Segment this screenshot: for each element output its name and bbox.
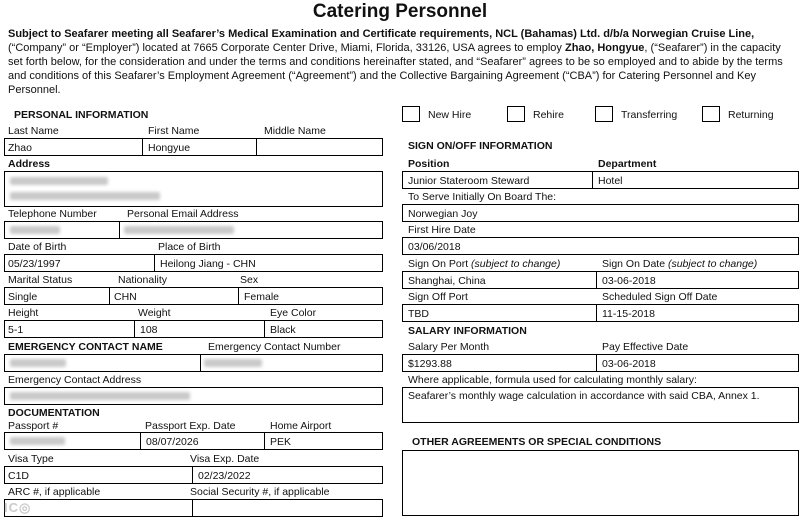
sign-off-port-value: TBD	[408, 308, 429, 320]
sign-off-port-label: Sign Off Port	[408, 291, 468, 303]
passport-label: Passport #	[8, 420, 59, 432]
first-name-label: First Name	[148, 125, 200, 137]
height-value: 5-1	[8, 324, 24, 336]
redacted-emergency-address	[10, 392, 190, 400]
last-name-value: Zhao	[8, 142, 32, 154]
pay-effective-date-label: Pay Effective Date	[602, 341, 689, 353]
first-hire-date-value: 03/06/2018	[408, 241, 461, 253]
telephone-label: Telephone Number	[8, 208, 97, 220]
sign-on-off-header: SIGN ON/OFF INFORMATION	[408, 140, 553, 152]
address-label: Address	[8, 158, 51, 170]
dob-label: Date of Birth	[8, 241, 67, 253]
department-value: Hotel	[598, 175, 623, 187]
new-hire-label: New Hire	[428, 109, 472, 121]
salary-per-month-value: $1293.88	[408, 358, 452, 370]
home-airport-label: Home Airport	[270, 420, 332, 432]
sign-on-date-value: 03-06-2018	[602, 275, 656, 287]
new-hire-checkbox[interactable]	[402, 106, 420, 122]
rehire-label: Rehire	[533, 109, 564, 121]
sex-value: Female	[244, 291, 280, 303]
other-agreements-field[interactable]	[402, 450, 799, 516]
redacted-telephone	[10, 226, 60, 234]
sex-label: Sex	[240, 274, 259, 286]
position-label: Position	[408, 158, 450, 170]
arc-label: ARC #, if applicable	[8, 486, 101, 498]
visa-type-label: Visa Type	[8, 453, 54, 465]
redacted-address-line-1	[10, 177, 108, 185]
sign-on-date-label: Sign On Date (subject to change)	[602, 258, 758, 270]
watermark-logo-icon: IC◎	[4, 500, 32, 515]
pob-label: Place of Birth	[158, 241, 221, 253]
department-field[interactable]	[592, 171, 799, 189]
transferring-label: Transferring	[621, 109, 678, 121]
home-airport-value: PEK	[270, 436, 292, 448]
middle-name-label: Middle Name	[264, 125, 326, 137]
salary-formula-value: Seafarer’s monthly wage calculation in accordance with said CBA, Annex 1.	[408, 390, 760, 402]
ship-value: Norwegian Joy	[408, 208, 478, 220]
first-hire-date-label: First Hire Date	[408, 224, 476, 236]
other-agreements-header: OTHER AGREEMENTS OR SPECIAL CONDITIONS	[412, 436, 662, 448]
ssn-field[interactable]	[192, 499, 383, 517]
last-name-label: Last Name	[8, 125, 59, 137]
documentation-header: DOCUMENTATION	[8, 407, 100, 419]
eye-color-label: Eye Color	[270, 307, 317, 319]
passport-exp-value: 08/07/2026	[146, 436, 199, 448]
intro-paragraph: Subject to Seafarer meeting all Seafarer’s Medical Examination and Certificate requirements, NCL (Bahamas) Ltd. d/b/a Norwegian Cruise Line, (“Company” or “Employer”) located at 7665 Corporate Center Drive, Miami, Florida, 33126, USA agrees to employ Zhao, Hongyue, (“Seafarer”) in the capacity set forth below, for the consideration and under the terms and conditions hereinafter stated, and “Seafarer” agrees to be so employed and to abide by the terms and conditions of this Seafarer’s Employment Agreement (“Agreement”) and the Collective Bargaining Agreement (“CBA”) for Catering Personnel and Key Personnel.	[8, 28, 783, 96]
emergency-name-label: EMERGENCY CONTACT NAME	[8, 341, 163, 353]
salary-formula-label: Where applicable, formula used for calculating monthly salary:	[408, 374, 697, 386]
weight-label: Weight	[138, 307, 171, 319]
marital-label: Marital Status	[8, 274, 73, 286]
emergency-number-label: Emergency Contact Number	[208, 341, 341, 353]
transferring-checkbox[interactable]	[595, 106, 613, 122]
visa-exp-value: 02/23/2022	[198, 470, 251, 482]
sign-on-port-label: Sign On Port (subject to change)	[408, 258, 561, 270]
salary-per-month-label: Salary Per Month	[408, 341, 490, 353]
arc-field[interactable]	[4, 499, 193, 517]
serve-on-board-label: To Serve Initially On Board The:	[408, 191, 557, 203]
position-value: Junior Stateroom Steward	[408, 175, 530, 187]
sign-off-date-label: Scheduled Sign Off Date	[602, 291, 718, 303]
first-name-value: Hongyue	[148, 142, 191, 154]
middle-name-field[interactable]	[256, 138, 383, 156]
first-hire-date-field[interactable]	[402, 237, 799, 255]
department-label: Department	[598, 158, 657, 170]
nationality-value: CHN	[114, 291, 137, 303]
redacted-emergency-number	[204, 359, 262, 367]
pay-effective-date-value: 03-06-2018	[602, 358, 656, 370]
visa-type-value: C1D	[8, 470, 30, 482]
height-label: Height	[8, 307, 39, 319]
personal-info-header: PERSONAL INFORMATION	[14, 109, 149, 121]
redacted-passport	[10, 437, 65, 445]
nationality-label: Nationality	[118, 274, 168, 286]
page-title: Catering Personnel	[312, 1, 488, 22]
redacted-emergency-name	[10, 359, 66, 367]
returning-label: Returning	[728, 109, 774, 121]
emergency-address-label: Emergency Contact Address	[8, 374, 142, 386]
dob-value: 05/23/1997	[8, 258, 61, 270]
ssn-label: Social Security #, if applicable	[190, 486, 330, 498]
rehire-checkbox[interactable]	[507, 106, 525, 122]
visa-exp-label: Visa Exp. Date	[190, 453, 260, 465]
visa-type-field[interactable]	[4, 466, 193, 484]
passport-exp-label: Passport Exp. Date	[145, 420, 236, 432]
sign-on-port-value: Shanghai, China	[408, 275, 486, 287]
salary-info-header: SALARY INFORMATION	[408, 325, 527, 337]
height-field[interactable]	[4, 320, 135, 338]
sign-off-date-value: 11-15-2018	[602, 308, 655, 320]
weight-value: 108	[140, 324, 158, 336]
eye-color-value: Black	[270, 324, 296, 336]
sign-off-port-field[interactable]	[402, 304, 597, 322]
marital-value: Single	[8, 291, 38, 303]
redacted-address-line-2	[10, 192, 160, 200]
returning-checkbox[interactable]	[702, 106, 720, 122]
pob-value: Heilong Jiang - CHN	[160, 258, 256, 270]
email-label: Personal Email Address	[127, 208, 239, 220]
redacted-email	[124, 226, 234, 234]
